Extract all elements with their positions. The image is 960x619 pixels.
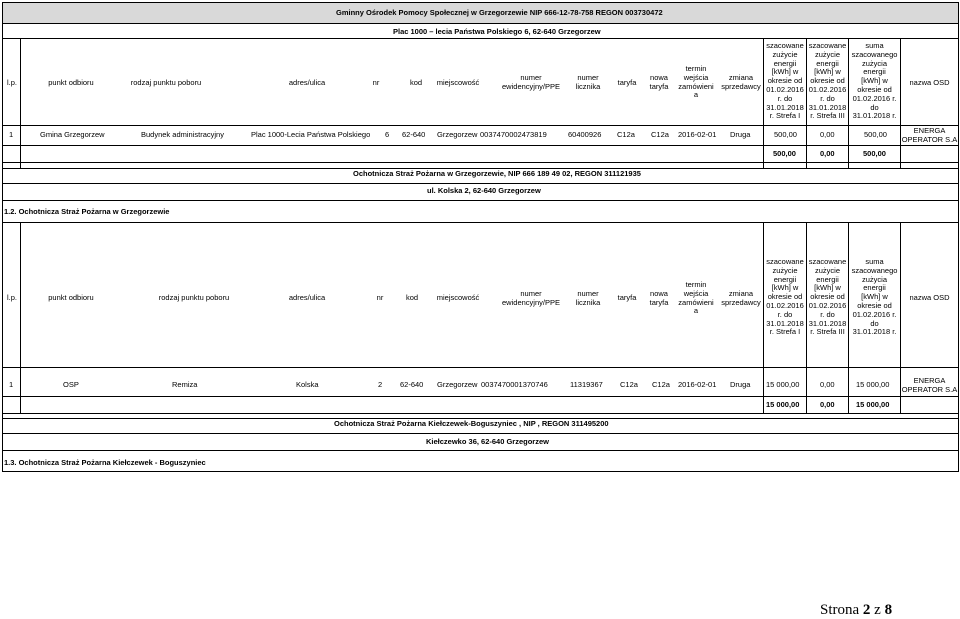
header-address: Plac 1000 – lecia Państwa Polskiego 6, 62-640 Grzegorzew xyxy=(393,27,601,36)
row2-strefa1: 15 000,00 xyxy=(766,380,800,389)
col2-strefa3: szacowane zużycie energii [kWh] w okresie od 01.02.2016 r. do 31.01.2018 r. Strefa III xyxy=(808,257,847,337)
total2-suma: 15 000,00 xyxy=(856,400,890,409)
page-counter xyxy=(820,602,892,619)
total2-strefa3: 0,00 xyxy=(820,400,835,409)
total-strefa1: 500,00 xyxy=(773,149,796,158)
page-sep: z xyxy=(874,602,881,618)
row-termin: 2016-02-01 xyxy=(678,130,717,139)
col2-strefa1: szacowane zużycie energii [kWh] w okresie od 01.02.2016 r. do 31.01.2018 r. Strefa I xyxy=(766,257,804,337)
col-licznik: numer licznika xyxy=(575,73,601,91)
row2-nr: 2 xyxy=(378,380,383,389)
col-strefa3: szacowane zużycie energii [kWh] w okresie od 01.02.2016 r. do 31.01.2018 r. Strefa III xyxy=(808,41,847,121)
col2-zmiana: zmiana sprzedawcy xyxy=(721,289,761,307)
col2-osd: nazwa OSD xyxy=(909,293,950,302)
col-miejscowosc: miejscowość xyxy=(436,78,480,87)
row2-odbior: OSP xyxy=(63,380,79,389)
row-strefa3: 0,00 xyxy=(820,130,835,139)
col-rodzaj: rodzaj punktu poboru xyxy=(130,78,202,87)
col2-miejscowosc: miejscowość xyxy=(436,293,480,302)
col2-taryfa: taryfa xyxy=(617,293,637,302)
col-suma: suma szacowanego zużycia energii [kWh] w okresie od 01.02.2016 r. do 31.01.2018 r. xyxy=(851,41,898,121)
col2-termin: termin wejścia zamówieni a xyxy=(678,280,714,316)
row-zmiana: Druga xyxy=(730,130,751,139)
row-licznik: 60400926 xyxy=(568,130,602,139)
col-termin: termin wejścia zamówieni a xyxy=(678,64,714,100)
row-nr: 6 xyxy=(385,130,390,139)
col-odbior: punkt odbioru xyxy=(48,78,94,87)
row-nowa-taryfa: C12a xyxy=(651,130,669,139)
row2-adres: Kolska xyxy=(296,380,319,389)
col2-nowa-taryfa: nowa taryfa xyxy=(649,289,669,307)
row-ppe: 0037470002473819 xyxy=(480,130,547,139)
col2-odbior: punkt odbioru xyxy=(48,293,94,302)
col-taryfa: taryfa xyxy=(617,78,637,87)
col-osd: nazwa OSD xyxy=(909,78,950,87)
row2-zmiana: Druga xyxy=(730,380,751,389)
col2-kod: kod xyxy=(405,293,419,302)
col-kod: kod xyxy=(409,78,423,87)
section2-label: 1.2. Ochotnicza Straż Pożarna w Grzegorzewie xyxy=(4,207,170,216)
col2-licznik: numer licznika xyxy=(575,289,601,307)
col-adres: adres/ulica xyxy=(288,78,326,87)
row2-taryfa: C12a xyxy=(620,380,638,389)
total2-strefa1: 15 000,00 xyxy=(766,400,800,409)
row2-rodzaj: Remiza xyxy=(172,380,198,389)
page-current: 2 xyxy=(862,602,871,618)
col-ppe: numer ewidencyjny/PPE xyxy=(502,73,560,91)
col2-suma: suma szacowanego zużycia energii [kWh] w okresie od 01.02.2016 r. do 31.01.2018 r. xyxy=(851,257,898,337)
row-taryfa: C12a xyxy=(617,130,635,139)
col-strefa1: szacowane zużycie energii [kWh] w okresie od 01.02.2016 r. do 31.01.2018 r. Strefa I xyxy=(766,41,804,121)
total-strefa3: 0,00 xyxy=(820,149,835,158)
section2-title: Ochotnicza Straż Pożarna w Grzegorzewie, NIP 666 189 49 02, REGON 311121935 xyxy=(353,169,641,178)
col2-adres: adres/ulica xyxy=(288,293,326,302)
row-odbior: Gmina Grzegorzew xyxy=(40,130,105,139)
row-lp: 1 xyxy=(9,130,14,139)
col-lp: l.p. xyxy=(6,78,17,87)
row2-licznik: 11319367 xyxy=(570,380,603,389)
total-suma: 500,00 xyxy=(863,149,886,158)
row-adres: Plac 1000-Lecia Państwa Polskiego xyxy=(251,130,371,139)
header-title: Gminny Ośrodek Pomocy Społecznej w Grzegorzewie NIP 666-12-78-758 REGON 003730472 xyxy=(336,8,663,17)
row-miejscowosc: Grzegorzew xyxy=(437,130,478,139)
col-zmiana: zmiana sprzedawcy xyxy=(721,73,761,91)
row-suma: 500,00 xyxy=(864,130,887,139)
row2-lp: 1 xyxy=(9,380,14,389)
row2-strefa3: 0,00 xyxy=(820,380,835,389)
section3-label: 1.3. Ochotnicza Straż Pożarna Kiełczewek - Boguszyniec xyxy=(4,458,206,467)
row2-ppe: 0037470001370746 xyxy=(481,380,548,389)
page-total: 8 xyxy=(884,602,893,618)
row-osd: ENERGA OPERATOR S.A xyxy=(901,126,958,144)
page-prefix: Strona xyxy=(820,602,860,618)
row2-termin: 2016-02-01 xyxy=(678,380,717,389)
row2-nowa-taryfa: C12a xyxy=(652,380,670,389)
row2-kod: 62-640 xyxy=(400,380,424,389)
section2-address: ul. Kolska 2, 62-640 Grzegorzew xyxy=(427,186,541,195)
row-kod: 62-640 xyxy=(402,130,426,139)
row2-osd: ENERGA OPERATOR S.A xyxy=(901,376,958,394)
row2-miejscowosc: Grzegorzew xyxy=(437,380,478,389)
row2-suma: 15 000,00 xyxy=(856,380,890,389)
col2-ppe: numer ewidencyjny/PPE xyxy=(502,289,560,307)
col2-nr: nr xyxy=(376,293,384,302)
col-nowa-taryfa: nowa taryfa xyxy=(649,73,669,91)
col-nr: nr xyxy=(372,78,380,87)
col2-lp: l.p. xyxy=(6,293,17,302)
section3-address: Kiełczewko 36, 62-640 Grzegorzew xyxy=(426,437,549,446)
row-rodzaj: Budynek administracyjny xyxy=(141,130,224,139)
row-strefa1: 500,00 xyxy=(774,130,797,139)
section3-title: Ochotnicza Straż Pożarna Kiełczewek-Boguszyniec , NIP , REGON 311495200 xyxy=(334,419,609,428)
col2-rodzaj: rodzaj punktu poboru xyxy=(158,293,230,302)
